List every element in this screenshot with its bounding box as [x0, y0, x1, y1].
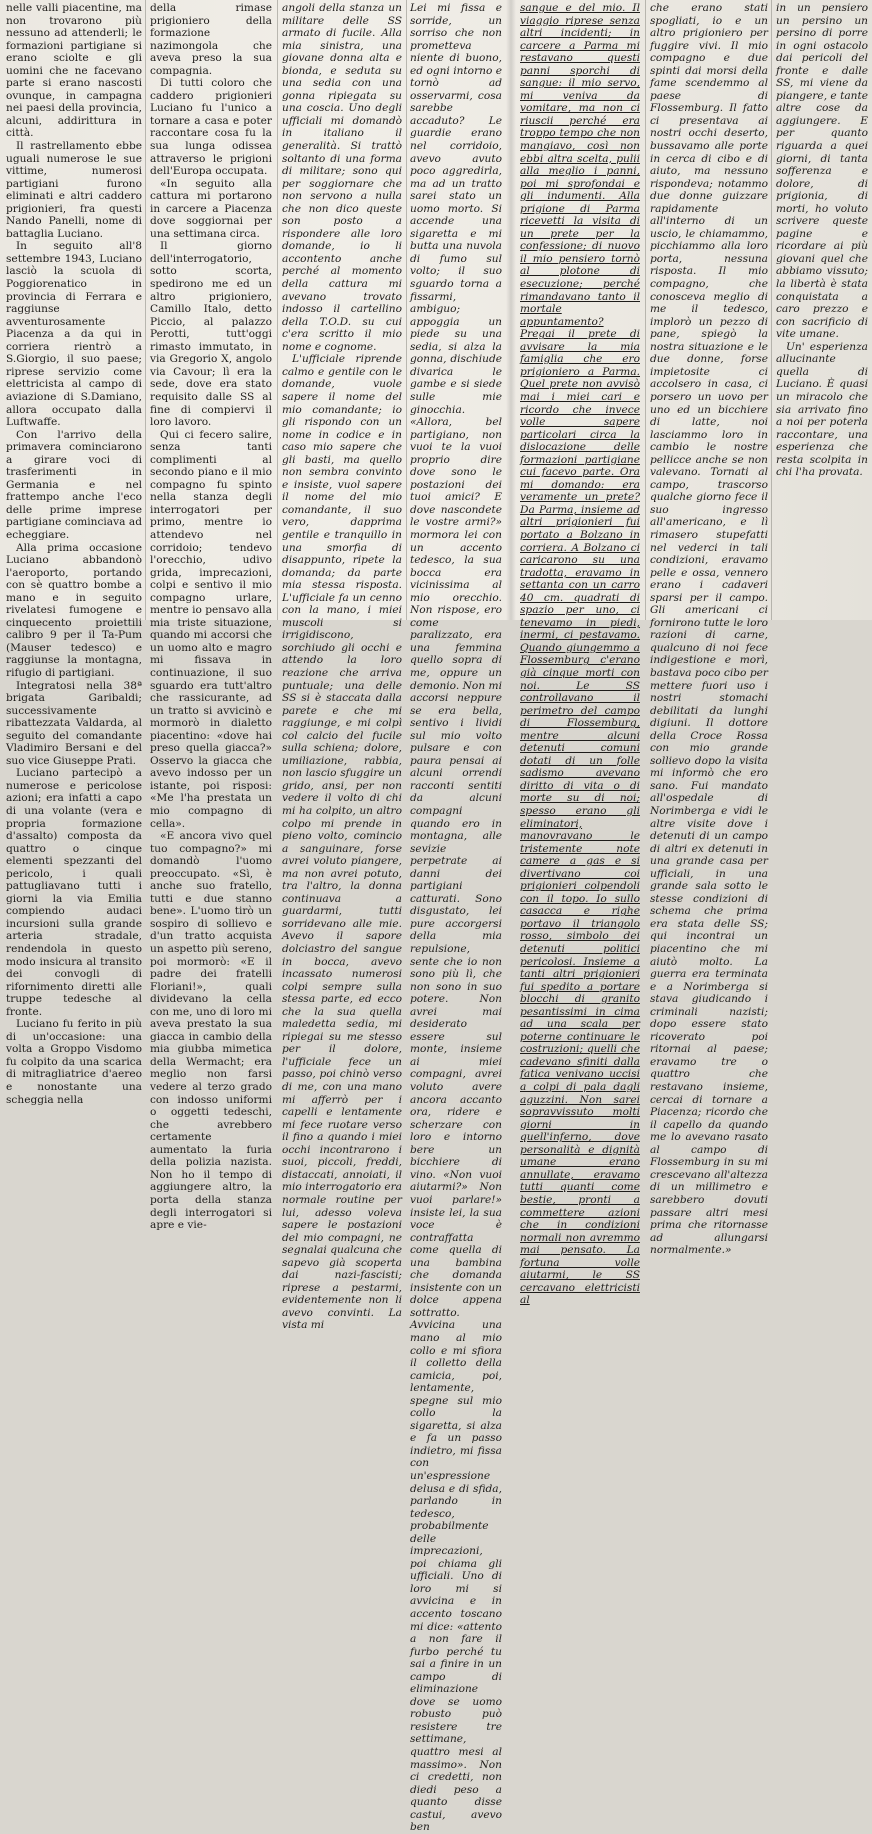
text-column-4 [410, 2, 502, 1834]
paragraph: Di tutti coloro che caddero prigionieri Luciano fu l'unico a tornare a casa e poter raccontare cosa fu la sua lunga odissea attraverso le prigioni dell'Europa occupata. [150, 77, 272, 178]
paragraph: In seguito all'8 settembre 1943, Luciano lasciò la scuola di Poggiorenatico in provincia di Ferrara e raggiunse avventurosamente Piacenza a da qui in corriera rientrò a S.Giorgio, il suo paese; riprese servizio come elettricista al campo di aviazione di S.Damiano, allora occupato dalla Luftwaffe. [6, 240, 142, 429]
paragraph: Il rastrellamento ebbe uguali numerose le sue vittime, numerosi partigiani furono eliminati e altri caddero prigionieri, fra questi Nando Panelli, nome di battaglia Luciano. [6, 140, 142, 240]
paragraph: Luciano partecipò a numerose e pericolose azioni; era infatti a capo di una volante (vera e propria formazione d'assalto) composta da quattro o cinque elementi spezzanti del pericolo, i quali pattugliavano tutti i giorni la via Emilia compiendo audaci incursioni sulla grande arteria stradale, rendendola in questo modo insicura al transito dei convogli di rifornimento diretti alle truppe tedesche al fronte. [6, 767, 142, 1018]
text-column-7 [776, 2, 868, 614]
column-rule [277, 0, 278, 620]
column-rule [406, 0, 407, 620]
paragraph: della rimase prigioniero della formazione nazimongola che aveva preso la sua compagnia. [150, 2, 272, 77]
paragraph: angoli della stanza un militare delle SS armato di fucile. Alla mia sinistra, una giovane donna alta e bionda, e seduta su una sedia con una gonna ripiegata su una coscia. Uno degli ufficiali mi domandò in italiano il generalità. Si trattò soltanto di una forma di militare; sono qui per soggiornare che non servono a nulla che non dico queste son posto a rispondere alle loro domande, io li accontento anche perché al momento della cattura mi avevano trovato indosso il cartellino della T.O.D. su cui c'era scritto il mio nome e cognome. [282, 2, 402, 353]
paragraph: Alla prima occasione Luciano abbandonò l'aeroporto, portando con sè quattro bombe a mano e in seguito rivelatesi fumogene e cinquecento proiettili calibro 9 per il Ta-Pum (Mauser tedesco) e raggiunse la montagna, rifugio di partigiani. [6, 541, 142, 679]
paragraph: in un pensiero un persino un persino di porre in ogni ostacolo dai pericoli del fronte e dalle SS, mi viene da piangere, e tante altre cose da aggiungere. E per quanto riguarda a quei giorni, di tanta sofferenza e dolore, di prigionia, di morti, ho voluto scrivere queste pagine e ricordare ai più giovani quel che abbiamo vissuto; la libertà è stata conquistata a caro prezzo e con sacrificio di vite umane. [776, 2, 868, 341]
page-fold-shadow [506, 0, 516, 620]
paragraph: Il giorno dell'interrogatorio, sotto scorta, spedirono me ed un altro prigioniero, Camillo Italo, detto Piccio, al palazzo Perotti, tutt'oggi rimasto immutato, in via Gregorio X, angolo via Cavour; lì era la sede, dove era stato requisito dalle SS al fine di compiervi il loro lavoro. [150, 240, 272, 429]
paragraph: Integratosi nella 38ª brigata Garibaldi; successivamente ribattezzata Valdarda, al seguito del comandante Vladimiro Bersani e del suo vice Giuseppe Prati. [6, 679, 142, 767]
paragraph: Lei mi fissa e sorride, un sorriso che non prometteva niente di buono, ed ogni intorno e tornò ad osservarmi, cosa sarebbe accaduto? Le guardie erano nel corridoio, avevo avuto poco aggredirla, ma ad un tratto sarei stato un uomo morto. Si accende una sigaretta e mi butta una nuvola di fumo sul volto; il suo sguardo torna a fissarmi, ambiguo; appoggia un piede su una sedia, si alza la gonna, dischiude divarica le gambe e si siede sulle mie ginocchia. «Allora, bel partigiano, non vuoi te la vuoi proprio dire dove sono le postazioni dei tuoi amici? E dove nascondete le vostre armi?» mormora lei con un accento tedesco, la sua bocca era vicinissima al mio orecchio. Non rispose, ero come paralizzato, era una femmina quello sopra di me, oppure un demonio. Non mi accorsi neppure se era bella, sentivo i lividi sul mio volto pulsare e con paura pensai ai alcuni orrendi racconti sentiti da alcuni compagni quando ero in montagna, alle sevizie perpetrate ai danni dei partigiani catturati. Sono disgustato, lei pure accorgersi della mia repulsione, sente che io non sono più lì, che non sono in suo potere. Non avrei mai desiderato essere sul monte, insieme ai miei compagni, avrei voluto avere ancora accanto ora, ridere e scherzare con loro e intorno bere un bicchiere di vino. «Non vuoi aiutarmi?» Non vuoi parlare!» insiste lei, la sua voce è contraffatta come quella di una bambina che domanda insistente con un dolce appena sottratto. Avvicina una mano al mio collo e mi sfiora il colletto della camicia, poi, lentamente, spegne sul mio collo la sigaretta, si alza e fa un passo indietro, mi fissa con un'espressione delusa e di sfida, parlando in tedesco, probabilmente delle imprecazioni, poi chiama gli ufficiali. Uno di loro mi si avvicina e in accento toscano mi dice: «attento a non fare il furbo perché tu sai a finire in un campo di eliminazione dove se uomo robusto può resistere tre settimane, quattro mesi al massimo». Non ci credetti, non diedi peso a quanto disse castui, avevo ben [410, 2, 502, 1834]
paragraph: nelle valli piacentine, ma non trovarono più nessuno ad attenderli; le formazioni partigiane si erano sciolte e gli uomini che ne facevano parte si erano nascosti ovunque, in campagna nei paesi della provincia, alcuni, addirittura in città. [6, 2, 142, 140]
paragraph: sangue e del mio. Il viaggio riprese senza altri incidenti; in carcere a Parma mi restavano questi panni sporchi di sangue: il mio servo, mi veniva da vomitare, ma non ci riuscii perché era troppo tempo che non mangiavo, così non ebbi altra scelta, pulii alla meglio i panni, poi mi sprofondai e gli indumenti. Alla prigione di Parma ricevetti la visita di un prete per la confessione; di nuovo il mio pensiero tornò al plotone di esecuzione; perché rimandavano tanto il mortale appuntamento? Pregai il prete di avvisare la mia famiglia che ero prigioniero a Parma. Quel prete non avvisò mai i miei cari e ricordo che invece volle sapere particolari circa la dislocazione delle formazioni partigiane cui facevo parte. Ora mi domando: era veramente un prete? Da Parma, insieme ad altri prigionieri fui portato a Bolzano in corriera. A Bolzano ci caricarono su una tradotta, eravamo in settanta con un carro 40 cm. quadrati di spazio per uno, ci tenevamo in piedi, inermi, ci pestavamo. Quando giungemmo a Flossemburg c'erano già cinque morti con noi. Le SS controllavano il perimetro del campo di Flossemburg, mentre alcuni detenuti comuni dotati di un folle sadismo avevano diritto di vita o di morte su di noi; spesso erano gli eliminatori, manovravano le tristemente note camere a gas e si divertivano coi prigionieri colpendoli con il topo. Io sullo casacca e righe portavo il triangolo rosso, simbolo dei detenuti politici pericolosi. Insieme a tanti altri prigionieri fui spedito a portare blocchi di granito pesantissimi in cima ad una scala per poterne continuare le costruzioni; quelli che cadevano sfiniti dalla fatica venivano uccisi a colpi di pala dagli aguzzini. Non sarei sopravvissuto molti giorni in quell'inferno, dove personalità e dignità umane erano annullate, eravamo tutti quanti come bestie, pronti a commettere azioni che in condizioni normali non avremmo mai pensato. La fortuna volle aiutarmi, le SS cercavano elettricisti al [520, 2, 640, 1307]
paragraph: che erano stati spogliati, io e un altro prigioniero per fuggire vivi. Il mio compagno e due spinti dai morsi della fame scendemmo al paese di Flossemburg. Il fatto ci presentava ai nostri occhi deserto, bussavamo alle porte in cerca di cibo e di aiuto, ma nessuno rispondeva; notammo due donne guizzare rapidamente all'interno di un uscio, le chiamammo, picchiammo alla loro porta, nessuna risposta. Il mio compagno, che conosceva meglio di me il tedesco, implorò un pezzo di pane, spiegò la nostra situazione e le due donne, forse impietosite ci accolsero in casa, ci porsero un uovo per uno ed un bicchiere di latte, noi lasciammo loro in cambio le nostre pellicce anche se non valevano. Tornati al campo, trascorso qualche giorno fece il suo ingresso all'americano, e lì rimasero stupefatti nel vederci in tali condizioni, eravamo pelle e ossa, vennero erano i cadaveri sparsi per il campo. Gli americani ci fornirono tutte le loro razioni di carne, qualcuno di noi fece indigestione e morì, bastava poco cibo per mettere fuori uso i nostri stomachi debilitati da lunghi digiuni. Il dottore della Croce Rossa con mio grande sollievo dopo la visita mi informò che ero sano. Fui mandato all'ospedale di Norimberga e vidi le altre visite dove i detenuti di un campo di altri ex detenuti in una grande casa per ufficiali, in una grande sala sotto le stesse condizioni di schema che prima era stata delle SS; qui incontrai un piacentino che mi aiutò molto. La guerra era terminata e a Norimberga si stava giudicando i criminali nazisti; dopo essere stato ricoverato poi ritornai al paese; eravamo tre o quattro che restavano insieme, cercai di tornare a Piacenza; ricordo che il capello da quando me lo avevano rasato al campo di Flossemburg in su mi crescevano all'altezza di un millimetro e sarebbero dovuti passare altri mesi prima che ritornasse ad allungarsi normalmente.» [650, 2, 768, 1257]
text-column-5 [520, 2, 640, 1307]
text-column-1 [6, 2, 142, 1106]
paragraph: Luciano fu ferito in più di un'occasione: una volta a Groppo Visdomo fu colpito da una scarica di mitragliatrice d'aereo e nonostante una scheggia nella [6, 1018, 142, 1106]
column-rule [771, 0, 772, 620]
paragraph: L'ufficiale riprende calmo e gentile con le domande, vuole sapere il nome del mio comandante; io gli rispondo con un nome in codice e in caso mio sapere che gli basti, ma quello non sembra convinto e insiste, vuol sapere il nome del mio comandante, il suo vero, dapprima gentile e tranquillo in una smorfia di disappunto, ripete la domanda; da parte mia stessa risposta. L'ufficiale fa un cenno con la mano, i miei muscoli si irrigidiscono, sorchiudo gli occhi e attendo la loro reazione che arriva puntuale; una delle SS si è staccata dalla parete e che mi raggiunge, e mi colpì col calcio del fucile sulla schiena; dolore, umiliazione, rabbia, non lascio sfuggire un grido, ansi, per non vedere il volto di chi mi ha colpito, un altro colpo mi prende in pieno volto, comincio a sanguinare, forse avrei voluto piangere, ma non avrei potuto, tra l'altro, la donna continuava a guardarmi, tutti sorridevano alle mie. Avevo il sapore dolciastro del sangue in bocca, avevo incassato numerosi colpi sempre sulla stessa parte, ed ecco che la sua quella maledetta sedia, mi ripiegai su me stesso per il dolore, l'ufficiale fece un passo, poi chinò verso di me, con una mano mi afferrò per i capelli e lentamente mi fece ruotare verso il fino a quando i miei occhi incontrarono i suoi, piccoli, freddi, distaccati, annoiati, il mio interrogatorio era normale routine per lui, adesso voleva sapere le postazioni del mio compagni, ne segnalai qualcuna che sapevo già scoperta dai nazi-fascisti; riprese a pestarmi, evidentemente non li avevo convinti. La vista mi [282, 353, 403, 1332]
paragraph: «In seguito alla cattura mi portarono in carcere a Piacenza dove soggiornai per una settimana circa. [150, 177, 272, 240]
text-column-6 [650, 2, 768, 1257]
paragraph: «E ancora vivo quel tuo compagno?» mi domandò l'uomo preoccupato. «Sì, è anche suo fratello, tutti e due stanno bene». L'uomo tirò un sospiro di sollievo e d'un tratto acquista un aspetto più sereno, poi mormorò: «E il padre dei fratelli Floriani!», quali dividevano la cella con me, uno di loro mi aveva prestato la sua giacca in cambio della mia giubba mimetica della Wermacht; era meglio non farsi vedere al terzo grado con indosso uniformi o oggetti tedeschi, che avrebbero certamente aumentato la furia della polizia nazista. Non ho il tempo di aggiungere altro, la porta della stanza degli interrogatori si apre e vie- [150, 830, 272, 1232]
column-rule [145, 0, 146, 620]
text-column-3 [282, 2, 403, 1332]
paragraph: Un' esperienza allucinante quella di Luciano. È quasi un miracolo che sia arrivato fino a noi per poterla raccontare, una esperienza che resta scolpita in chi l'ha provata. [776, 340, 868, 479]
paragraph: Qui ci fecero salire, senza tanti complimenti al secondo piano e il mio compagno fu spinto nella stanza degli interrogatori per primo, mentre io attendevo nel corridoio; tendevo l'orecchio, udivo grida, imprecazioni, colpi e sentivo il mio compagno urlare, mentre io pensavo alla mia triste situazione, quando mi accorsi che un uomo alto e magro mi fissava in continuazione, il suo sguardo era tutt'altro che rassicurante, ad un tratto si avvicinò e mormorò in dialetto piacentino: «dove hai preso quella giacca?» Osservo la giacca che avevo indosso per un istante, poi risposi: «Me l'ha prestata un mio compagno di cella». [150, 428, 272, 830]
column-rule [645, 0, 646, 620]
text-column-2 [150, 2, 272, 1232]
paragraph: Con l'arrivo della primavera cominciarono a girare voci di trasferimenti in Germania e nel frattempo anche l'eco delle prime imprese partigiane cominciava ad echeggiare. [6, 428, 142, 541]
